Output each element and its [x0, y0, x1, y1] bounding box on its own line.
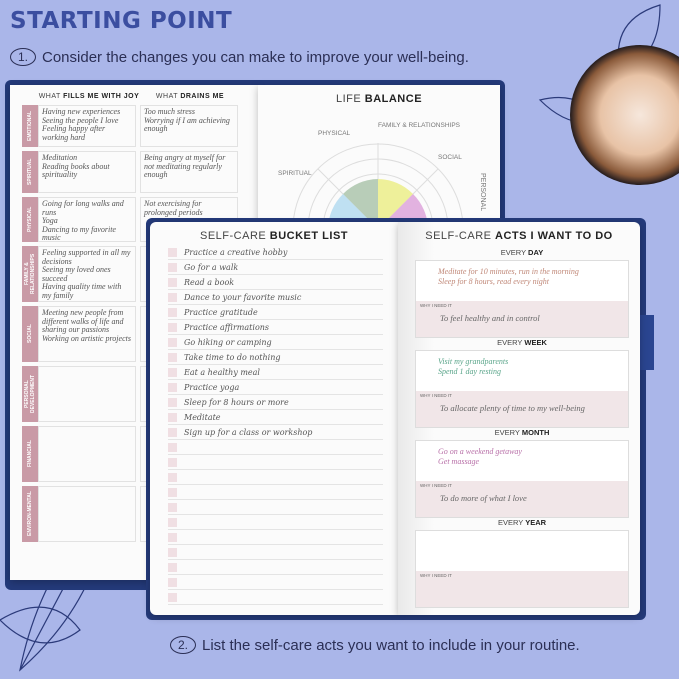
why-text[interactable]: [420, 578, 624, 588]
joy-cell[interactable]: [38, 426, 136, 482]
drain-cell[interactable]: Too much stress Worrying if I am achieving enough: [140, 105, 238, 147]
bucket-list-item[interactable]: [168, 290, 383, 305]
freq-bold: YEAR: [525, 518, 547, 527]
bucket-title-bold: BUCKET LIST: [269, 230, 349, 242]
bucket-list-item[interactable]: [168, 320, 383, 335]
bucket-item-text: Meditate: [184, 412, 221, 422]
joy-cell[interactable]: Feeling supported in all my decisions Seeing my loved ones succeed Having quality time with my family: [38, 246, 136, 302]
why-text[interactable]: To do more of what I love: [440, 493, 527, 503]
checkbox[interactable]: [168, 323, 177, 332]
bucket-list-item[interactable]: [168, 395, 383, 410]
drain-cell[interactable]: Not exercising for prolonged periods: [140, 197, 238, 242]
frequency-heading: [415, 518, 629, 527]
axis-label: PERSONAL: [479, 173, 486, 212]
acts-text[interactable]: Meditate for 10 minutes, run in the morning Sleep for 8 hours, read every night: [438, 267, 579, 286]
checkbox[interactable]: [168, 578, 177, 587]
checkbox[interactable]: [168, 263, 177, 272]
bucket-list-item[interactable]: [168, 440, 383, 455]
bucket-item-text: Practice a creative hobby: [184, 247, 288, 257]
checkbox[interactable]: [168, 533, 177, 542]
checkbox[interactable]: [168, 593, 177, 602]
bucket-list-item[interactable]: [168, 560, 383, 575]
frequency-heading: [415, 248, 629, 257]
bucket-item-text: Dance to your favorite music: [184, 292, 302, 302]
freq-pre: EVERY: [494, 428, 522, 437]
col-header: WHAT: [155, 93, 181, 100]
why-section: [416, 571, 628, 607]
bucket-list-item[interactable]: [168, 380, 383, 395]
category-label: PHYSICAL: [22, 197, 38, 242]
bucket-list-item[interactable]: [168, 485, 383, 500]
freq-bold: WEEK: [524, 338, 547, 347]
bucket-list-item[interactable]: [168, 575, 383, 590]
checkbox[interactable]: [168, 473, 177, 482]
bucket-list-item[interactable]: [168, 530, 383, 545]
checkbox[interactable]: [168, 413, 177, 422]
checkbox[interactable]: [168, 428, 177, 437]
checkbox[interactable]: [168, 383, 177, 392]
acts-text[interactable]: Visit my grandparents Spend 1 day resting: [438, 357, 509, 376]
category-label: SOCIAL: [22, 306, 38, 362]
col-header-bold: DRAINS ME: [180, 93, 225, 100]
freq-pre: EVERY: [497, 338, 525, 347]
col-header-bold: FILLS ME WITH JOY: [63, 93, 140, 100]
bucket-list-item[interactable]: [168, 410, 383, 425]
bucket-item-text: Go hiking or camping: [184, 337, 272, 347]
checkbox[interactable]: [168, 488, 177, 497]
checkbox[interactable]: [168, 443, 177, 452]
bucket-item-text: Practice yoga: [184, 382, 240, 392]
checkbox[interactable]: [168, 563, 177, 572]
life-balance-title-bold: BALANCE: [364, 93, 423, 105]
bucket-list-item[interactable]: [168, 260, 383, 275]
axis-label: PHYSICAL: [318, 130, 351, 137]
joy-cell[interactable]: Meditation Reading books about spirituality: [38, 151, 136, 193]
bucket-item-text: Go for a walk: [184, 262, 239, 272]
joy-cell[interactable]: Having new experiences Seeing the people I love Feeling happy after working hard: [38, 105, 136, 147]
why-label: WHY I NEED IT: [420, 393, 452, 398]
bucket-item-text: Read a book: [184, 277, 235, 287]
bucket-list-item[interactable]: [168, 335, 383, 350]
elastic-band: [640, 315, 654, 370]
why-label: WHY I NEED IT: [420, 303, 452, 308]
bucket-item-text: Practice affirmations: [184, 322, 270, 332]
checkbox[interactable]: [168, 293, 177, 302]
life-balance-title: LIFE: [335, 93, 365, 105]
why-label: WHY I NEED IT: [420, 483, 452, 488]
step-text: Consider the changes you can make to improve your well-being.: [42, 48, 469, 66]
why-section: [416, 301, 628, 337]
why-text[interactable]: To feel healthy and in control: [440, 313, 540, 323]
category-label: FAMILY & RELATIONSHIPS: [22, 246, 38, 302]
joy-cell[interactable]: Meeting new people from different walks of life and sharing our passions Working on artistic projects: [38, 306, 136, 362]
category-label: SPIRITUAL: [22, 151, 38, 193]
step-number: 1.: [10, 48, 36, 66]
acts-box: [415, 350, 629, 428]
why-section: [416, 481, 628, 517]
axis-label: FAMILY & RELATIONSHIPS: [378, 122, 460, 129]
axis-label: SPIRITUAL: [278, 170, 312, 177]
step-number: 2.: [170, 636, 196, 654]
checkbox[interactable]: [168, 278, 177, 287]
category-label: FINANCIAL: [22, 426, 38, 482]
step-2: [170, 636, 580, 654]
joy-cell[interactable]: [38, 486, 136, 542]
why-label: WHY I NEED IT: [420, 573, 452, 578]
frequency-heading: [415, 338, 629, 347]
freq-bold: DAY: [528, 248, 544, 257]
bucket-list-item[interactable]: [168, 245, 383, 260]
freq-bold: MONTH: [521, 428, 550, 437]
bucket-list-item[interactable]: [168, 365, 383, 380]
bucket-list-item[interactable]: [168, 275, 383, 290]
bucket-item-text: Eat a healthy meal: [184, 367, 260, 377]
category-label: ENVIRON-MENTAL: [22, 486, 38, 542]
col-header: WHAT: [38, 93, 64, 100]
checkbox[interactable]: [168, 503, 177, 512]
bucket-item-text: Sleep for 8 hours or more: [184, 397, 289, 407]
bucket-list-item[interactable]: [168, 590, 383, 605]
bucket-list-item[interactable]: [168, 470, 383, 485]
life-balance-wheel: [278, 113, 493, 223]
step-1: [10, 48, 469, 66]
acts-text[interactable]: Go on a weekend getaway Get massage: [438, 447, 522, 466]
checkbox[interactable]: [168, 458, 177, 467]
bucket-list-item[interactable]: [168, 545, 383, 560]
bucket-list-item[interactable]: [168, 425, 383, 440]
bucket-item-text: Sign up for a class or workshop: [184, 427, 313, 437]
checkbox[interactable]: [168, 353, 177, 362]
checkbox[interactable]: [168, 338, 177, 347]
freq-pre: EVERY: [497, 518, 526, 527]
axis-label: SOCIAL: [438, 154, 462, 161]
bucket-list-item[interactable]: [168, 305, 383, 320]
acts-text[interactable]: [416, 531, 628, 571]
bucket-item-text: Practice gratitude: [184, 307, 258, 317]
frequency-heading: [415, 428, 629, 437]
bucket-title: SELF-CARE: [199, 230, 270, 242]
bucket-list-item[interactable]: [168, 350, 383, 365]
bucket-list-item[interactable]: [168, 455, 383, 470]
checkbox[interactable]: [168, 248, 177, 257]
checkbox[interactable]: [168, 368, 177, 377]
checkbox[interactable]: [168, 398, 177, 407]
acts-box: [415, 260, 629, 338]
drain-cell[interactable]: Being angry at myself for not meditating regularly enough: [140, 151, 238, 193]
acts-title: SELF-CARE: [425, 230, 496, 242]
category-label: EMOTIONAL: [22, 105, 38, 147]
checkbox[interactable]: [168, 308, 177, 317]
checkbox[interactable]: [168, 518, 177, 527]
bucket-item-text: Take time to do nothing: [184, 352, 281, 362]
why-section: [416, 391, 628, 427]
bucket-list-item[interactable]: [168, 500, 383, 515]
freq-pre: EVERY: [500, 248, 529, 257]
acts-box: [415, 440, 629, 518]
acts-title-bold: ACTS I WANT TO DO: [495, 230, 613, 242]
joy-cell[interactable]: [38, 366, 136, 422]
step-text: List the self-care acts you want to include in your routine.: [202, 636, 580, 654]
checkbox[interactable]: [168, 548, 177, 557]
page-title: STARTING POINT: [10, 8, 233, 34]
why-text[interactable]: To allocate plenty of time to my well-being: [440, 403, 585, 413]
acts-box: [415, 530, 629, 608]
joy-cell[interactable]: Going for long walks and runs Yoga Dancing to my favorite music: [38, 197, 136, 242]
bucket-list-item[interactable]: [168, 515, 383, 530]
category-label: PERSONAL DEVELOPMENT: [22, 366, 38, 422]
